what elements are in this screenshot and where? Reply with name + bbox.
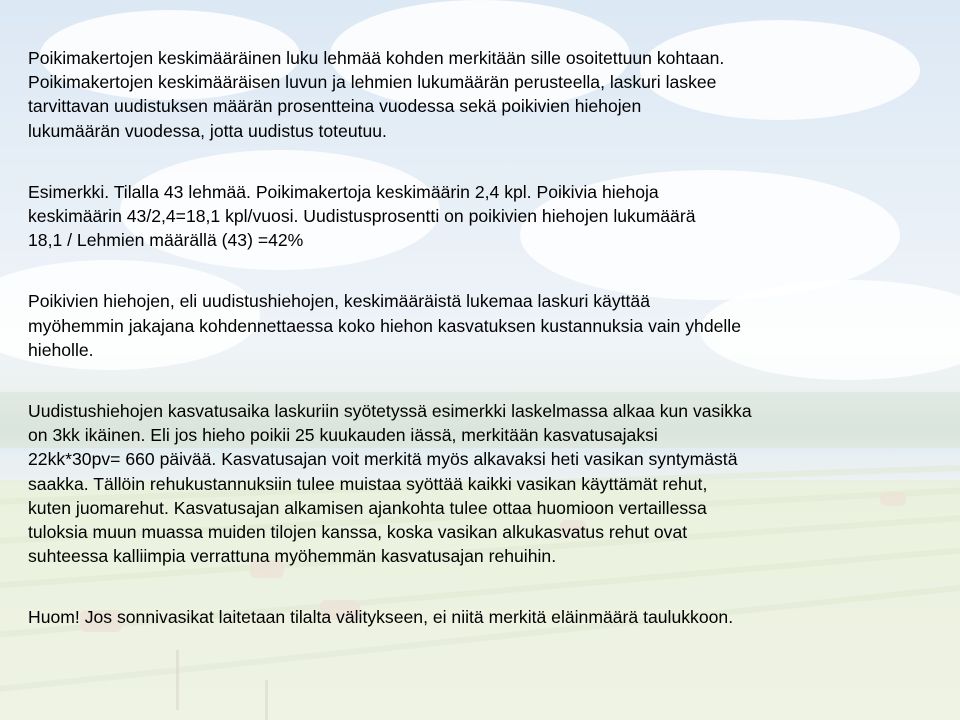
text-line: suhteessa kalliimpia verrattuna myöhemmän kasvatusajan rehuihin. (28, 546, 557, 567)
text-line: saakka. Tällöin rehukustannuksiin tulee muistaa syöttää kaikki vasikan käyttämät rehut, (28, 473, 708, 494)
text-line: 18,1 / Lehmien määrällä (43) =42% (28, 230, 304, 251)
text-line: Poikivien hiehojen, eli uudistushiehojen, keskimääräistä lukemaa laskuri käyttää (28, 291, 650, 312)
text-line: tuloksia muun muassa muiden tilojen kanssa, koska vasikan alkukasvatus rehut ovat (28, 522, 688, 543)
text-line: hieholle. (28, 339, 94, 360)
paragraph-example (28, 180, 928, 253)
text-line: Poikimakertojen keskimääräisen luvun ja lehmien lukumäärän perusteella, laskuri laskee (28, 72, 717, 93)
paragraph-replacement-heifers (28, 289, 928, 362)
text-line: 22kk*30pv= 660 päivää. Kasvatusajan voit merkitä myös alkavaksi heti vasikan syntymästä (28, 449, 738, 470)
text-line: keskimäärin 43/2,4=18,1 kpl/vuosi. Uudistusprosentti on poikivien hiehojen lukumäärä (28, 206, 696, 227)
text-line: Huom! Jos sonnivasikat laitetaan tilalta välitykseen, ei niitä merkitä eläinmäärä taulukkoon. (28, 607, 734, 628)
text-content (28, 46, 928, 667)
text-line: Uudistushiehojen kasvatusaika laskuriin syötetyssä esimerkki laskelmassa alkaa kun vasikka (28, 401, 752, 422)
text-line: kuten juomarehut. Kasvatusajan alkamisen ajankohta tulee ottaa huomioon vertaillessa (28, 497, 707, 518)
text-line: lukumäärän vuodessa, jotta uudistus toteutuu. (28, 120, 387, 141)
text-line: Poikimakertojen keskimääräinen luku lehmää kohden merkitään sille osoitettuun kohtaan. (28, 48, 725, 68)
text-line: tarvittavan uudistuksen määrän prosentteina vuodessa sekä poikivien hiehojen (28, 96, 642, 117)
text-line: myöhemmin jakajana kohdennettaessa koko hiehon kasvatuksen kustannuksia vain yhdelle (28, 315, 741, 336)
paragraph-note (28, 605, 928, 629)
text-line: Esimerkki. Tilalla 43 lehmää. Poikimakertoja keskimäärin 2,4 kpl. Poikivia hiehoja (28, 181, 659, 202)
paragraph-intro (28, 46, 928, 143)
paragraph-rearing-period (28, 399, 928, 568)
text-line: on 3kk ikäinen. Eli jos hieho poikii 25 kuukauden iässä, merkitään kasvatusajaksi (28, 425, 658, 446)
